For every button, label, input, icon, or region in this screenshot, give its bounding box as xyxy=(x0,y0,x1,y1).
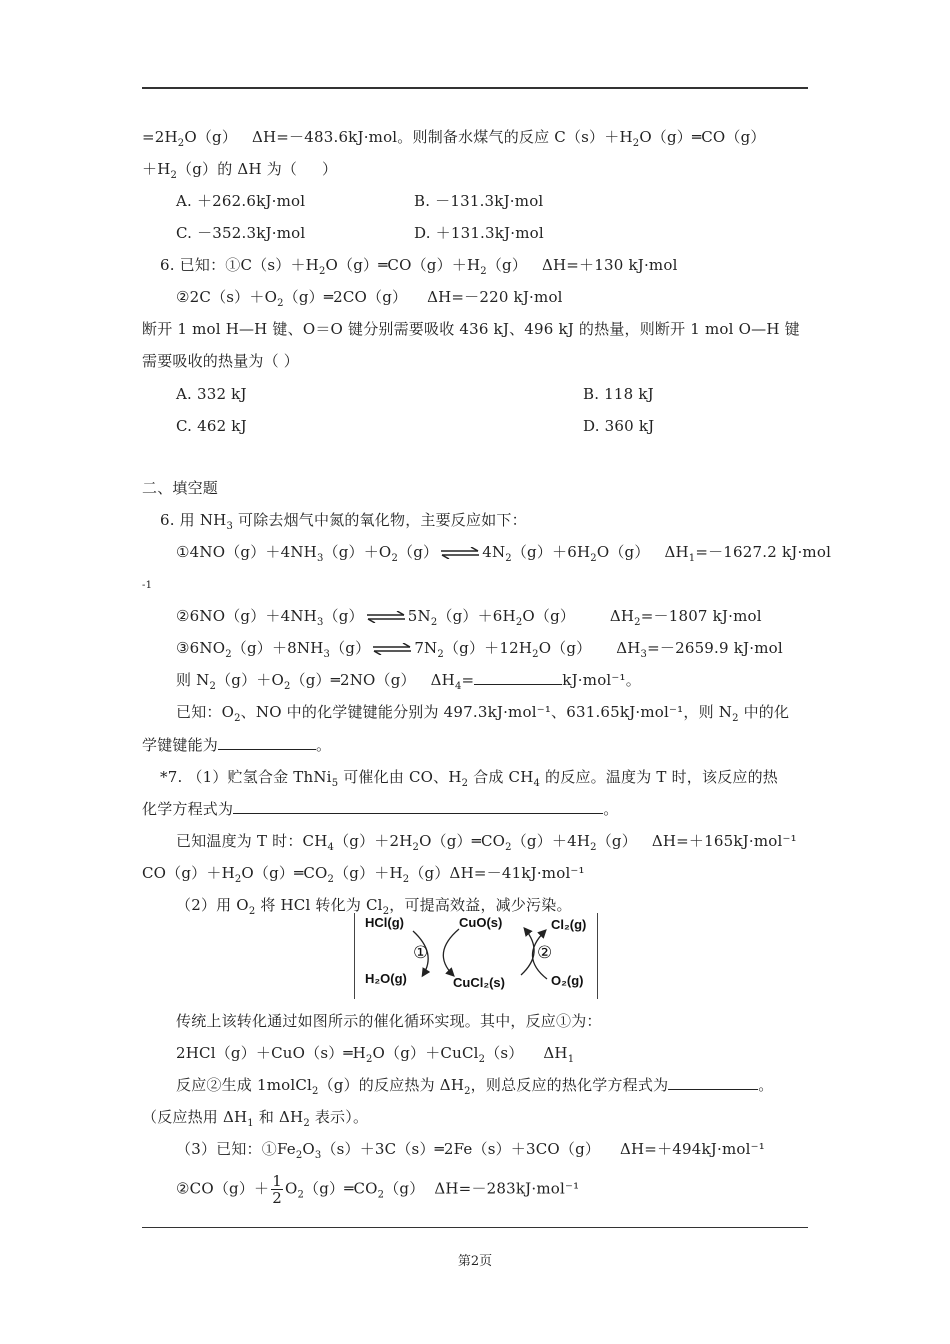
known-eq1: 已知温度为 T 时：$CH_4(g)+2H_2O(g)═CO_2(g)+4H_2(g)$ ΔH=＋165kJ·mol⁻¹ xyxy=(176,832,797,853)
answer-blank[interactable] xyxy=(474,670,562,685)
question-7-part2: （2）用 $O_2$ 将 HCl 转化为 $Cl_2$，可提高效益，减少污染。 xyxy=(176,896,572,917)
label-hcl: HCl(g) xyxy=(365,915,404,930)
reaction-1: $①4NO(g)+4NH_3(g)+O_2(g)$ $4N_2(g)+6H_2O(g)$ $\Delta H_1=-1627.2$ kJ·mol xyxy=(176,543,832,564)
question-6-stem: 需要吸收的热量为（ ） xyxy=(142,352,299,370)
catalytic-cycle-diagram xyxy=(354,913,598,999)
fill-6-ask2: 已知：$O_2$、NO 中的化学键键能分别为 497.3kJ·mol⁻¹、631.65kJ·mol⁻¹，则 $N_2$ 中的化 xyxy=(176,703,790,724)
reaction-2-marker: ② xyxy=(537,943,553,962)
question-7-part3: （3）已知：$①Fe_2O_3(s)+3C(s)═2Fe(s)+3CO(g)$ ΔH=＋494kJ·mol⁻¹ xyxy=(176,1140,765,1161)
option-b: B. 118 kJ xyxy=(583,385,654,403)
exponent-fragment: -1 xyxy=(142,580,153,591)
label-h2o: H₂O(g) xyxy=(365,971,407,986)
label-cl2: Cl₂(g) xyxy=(551,917,587,932)
reaction-3: $③6NO_2(g)+8NH_3(g)$ $7N_2(g)+12H_2O(g)$ $\Delta H_3=-2659.9$ kJ·mol xyxy=(176,639,783,660)
question-7-part2d: 反应②生成 1molCl$_2$（g）的反应热为 $\Delta H_2$，则总反应的热化学方程式为 。 xyxy=(176,1076,774,1097)
question-6-intro: 6. 已知：$①C(s)+H_2O(g)═CO(g)+H_2(g)$ ΔH=＋130 kJ·mol xyxy=(160,256,678,277)
reaction-1-marker: ① xyxy=(413,943,429,962)
answer-blank[interactable] xyxy=(233,799,603,814)
option-d: D. ＋131.3kJ·mol xyxy=(414,224,544,242)
page-number: 第2页 xyxy=(457,1254,493,1269)
label-cucl2: CuCl₂(s) xyxy=(453,975,505,990)
question-7-part3b: ②CO（g）＋ $\frac{1}{2}$ $O_2(g)═CO_2(g)$ ΔH=－283kJ·mol⁻¹ xyxy=(176,1172,580,1207)
fill-6-ask1: 则 $N_2(g)+O_2(g)═2NO(g)$ $\Delta H_4= kJ\cdot mol^{-1}$。 xyxy=(176,671,641,692)
answer-blank[interactable] xyxy=(218,735,316,750)
option-b: B. －131.3kJ·mol xyxy=(414,192,544,210)
answer-blank[interactable] xyxy=(668,1075,758,1090)
question-7-part2b: 传统上该转化通过如图所示的催化循环实现。其中，反应①为： xyxy=(176,1012,602,1030)
section-title: 二、填空题 xyxy=(142,479,219,497)
option-c: C. 462 kJ xyxy=(176,417,247,435)
question-6-stem: 断开 1 mol H—H 键、O＝O 键分别需要吸收 436 kJ、496 kJ 的热量，则断开 1 mol O—H 键 xyxy=(142,320,800,338)
reaction-1-equation: $2HCl(g)+CuO(s)═H_2O(g)+CuCl_2(s)$ $\Delta H_1$ xyxy=(176,1044,575,1065)
question-7-part1b: 化学方程式为 。 xyxy=(142,800,619,818)
equilibrium-arrow-icon xyxy=(366,611,406,623)
label-cuo: CuO(s) xyxy=(459,915,503,930)
equilibrium-arrow-icon xyxy=(440,547,480,559)
footer-rule xyxy=(142,1227,808,1228)
question-7-part2e: （反应热用 $\Delta H_1$ 和 $\Delta H_2$ 表示）。 xyxy=(142,1108,369,1129)
equilibrium-arrow-icon xyxy=(372,643,412,655)
question-7-part1: *7. （1）贮氢合金 ThNi$_5$ 可催化由 CO、$H_2$ 合成 $CH_4$ 的反应。温度为 T 时，该反应的热 xyxy=(160,768,778,789)
fill-6-intro: 6. 用 $NH_3$ 可除去烟气中氮的氧化物，主要反应如下： xyxy=(160,511,527,532)
header-rule xyxy=(142,87,808,89)
fill-6-ask2b: 学键键能为 。 xyxy=(142,736,332,754)
option-a: A. 332 kJ xyxy=(176,385,247,403)
known-eq2: $CO(g)+H_2O(g)═CO_2(g)+H_2(g)\Delta H=-41kJ\cdot mol^{-1}$ xyxy=(142,864,585,885)
label-o2: O₂(g) xyxy=(551,973,584,988)
option-d: D. 360 kJ xyxy=(583,417,655,435)
option-c: C. －352.3kJ·mol xyxy=(176,224,306,242)
text-line: $+H_2(g)$的 ΔH 为（ ） xyxy=(142,160,338,181)
text-line: $=2H_2O(g)$ ΔH=－483.6kJ·mol。则制备水煤气的反应 $C(s)+H_2O(g)═CO(g)$ xyxy=(142,128,766,149)
option-a: A. ＋262.6kJ·mol xyxy=(176,192,306,210)
question-6-eq2: $②2C(s)+O_2(g)═2CO(g)$ ΔH=－220 kJ·mol xyxy=(176,288,563,309)
fraction-one-half: $\frac{1}{2}$ xyxy=(272,1172,282,1207)
reaction-2: $②6NO(g)+4NH_3(g)$ $5N_2(g)+6H_2O(g)$ $\Delta H_2=-1807$ kJ·mol xyxy=(176,607,762,628)
